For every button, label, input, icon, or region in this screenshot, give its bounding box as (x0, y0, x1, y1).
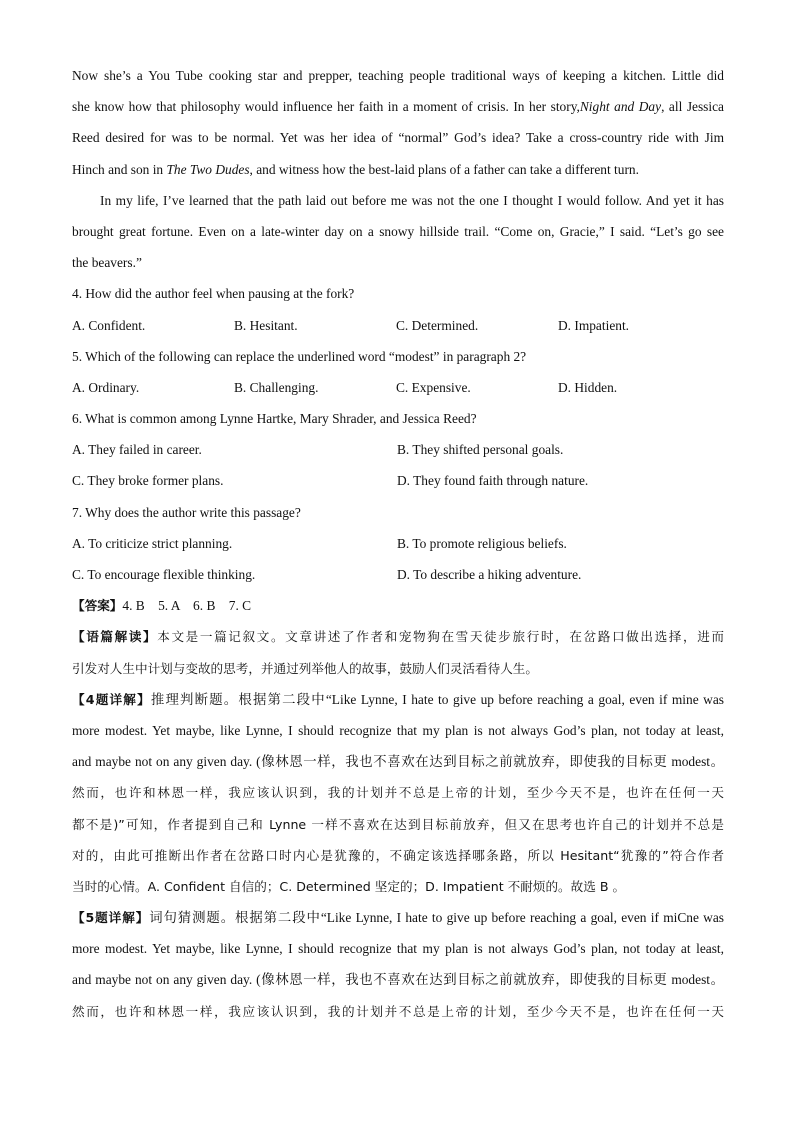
option: C. To encourage flexible thinking. (72, 567, 256, 582)
option: A. Ordinary. (72, 379, 140, 395)
option-row (72, 528, 724, 559)
explanation-text: 本文是一篇记叙文。文章讲述了作者和宠物狗在雪天徒步旅行时，在岔路口做出选择，进而 (157, 629, 724, 645)
option: D. Hidden. (558, 379, 618, 395)
passage-line: brought great fortune. Even on a late-winter day on a snowy hillside trail. “Come on, Gracie,” I said. “Let’s go see (72, 223, 724, 239)
option-row (72, 465, 724, 496)
answer-label: 【答案】 (72, 598, 123, 614)
explanation-line: 对的，由此可推断出作者在岔路口时内心是犹豫的，不确定该选择哪条路，所以 Hesitant“犹豫的”符合作者 (72, 847, 724, 863)
option: C. Expensive. (396, 379, 471, 395)
option-row (72, 559, 724, 590)
option: B. They shifted personal goals. (397, 442, 564, 458)
option: B. Hesitant. (234, 317, 298, 333)
option: C. They broke former plans. (72, 473, 224, 489)
passage-line: Now she’s a You Tube cooking star and prepper, teaching people traditional ways of keeping a kitchen. Little did (72, 68, 724, 83)
passage-text: Hinch and son in (72, 161, 167, 177)
option: B. To promote religious beliefs. (397, 535, 567, 551)
passage-text: , all Jessica (661, 99, 724, 115)
passage-text: she know how that philosophy would influence her faith in a moment of crisis. In her story, (72, 99, 580, 115)
passage-line (72, 91, 724, 122)
passage-line (72, 154, 724, 185)
explanation-line: and maybe not on any given day. (像林恩一样，我也不喜欢在达到目标之前就放弃，即使我的目标更 modest。 (72, 972, 724, 988)
section-label: 【5题详解】 (72, 910, 150, 926)
explanation-text: 词句猜测题。根据第二段中“Like Lynne, I hate to give up before reaching a goal, even if miCne was (149, 910, 724, 926)
option: C. Determined. (396, 317, 479, 333)
explanation-line: 然而，也许和林恩一样，我应该认识到，我的计划并不总是上帝的计划，至少今天不是，也许在任何一天 (72, 1003, 724, 1019)
option: D. They found faith through nature. (397, 473, 589, 489)
explanation-line: 然而，也许和林恩一样，我应该认识到，我的计划并不总是上帝的计划，至少今天不是，也许在任何一天 (72, 785, 724, 801)
question-stem: 4. How did the author feel when pausing at the fork? (72, 286, 355, 302)
passage-line: Reed desired for was to be normal. Yet was her idea of “normal” God’s idea? Take a cross-country ride with Jim (72, 130, 724, 146)
explanation-line (72, 621, 724, 652)
story-title: Night and Day (579, 99, 662, 115)
option: A. To criticize strict planning. (72, 535, 233, 551)
passage-line: the beavers.” (72, 255, 142, 271)
option: D. To describe a hiking adventure. (397, 567, 582, 582)
explanation-line (72, 684, 724, 715)
section-label: 【语篇解读】 (72, 629, 158, 645)
question-stem: 5. Which of the following can replace the underlined word “modest” in paragraph 2? (72, 348, 527, 364)
explanation-text: 推理判断题。根据第二段中“Like Lynne, I hate to give up before reaching a goal, even if mine was (150, 691, 724, 707)
option: D. Impatient. (558, 317, 630, 333)
answer-text: 4. B 5. A 6. B 7. C (122, 598, 252, 614)
explanation-line: 引发对人生中计划与变故的思考，并通过列举他人的故事，鼓励人们灵活看待人生。 (72, 660, 538, 676)
section-label: 【4题详解】 (72, 691, 151, 707)
passage-line: In my life, I’ve learned that the path laid out before me was not the one I thought I would follow. And yet it has (100, 192, 724, 208)
explanation-line: and maybe not on any given day. (像林恩一样，我也不喜欢在达到目标之前就放弃，即使我的目标更 modest。 (72, 754, 724, 770)
question-stem: 6. What is common among Lynne Hartke, Mary Shrader, and Jessica Reed? (72, 411, 477, 427)
explanation-line: more modest. Yet maybe, like Lynne, I should recognize that my plan is not always God’s plan, not today at least, (72, 722, 724, 738)
explanation-line: 都不是)”可知，作者提到自己和 Lynne 一样不喜欢在达到目标前放弃，但又在思考也许自己的计划并不总是 (72, 816, 724, 832)
passage-text: , and witness how the best-laid plans of a father can take a different turn. (249, 161, 639, 177)
question-stem: 7. Why does the author write this passage? (72, 504, 301, 520)
option-row (72, 310, 724, 341)
option: B. Challenging. (234, 379, 319, 395)
explanation-line: more modest. Yet maybe, like Lynne, I should recognize that my plan is not always God’s plan, not today at least, (72, 941, 724, 957)
option-row (72, 434, 724, 465)
option-row (72, 372, 724, 403)
story-title: The Two Dudes (166, 161, 250, 177)
explanation-line (72, 902, 724, 933)
document-page (72, 60, 724, 1027)
option: A. They failed in career. (72, 442, 202, 458)
answer-line (72, 590, 724, 621)
explanation-line: 当时的心情。A. Confident 自信的；C. Determined 坚定的；D. Impatient 不耐烦的。故选 B 。 (72, 878, 626, 894)
option: A. Confident. (72, 317, 146, 333)
